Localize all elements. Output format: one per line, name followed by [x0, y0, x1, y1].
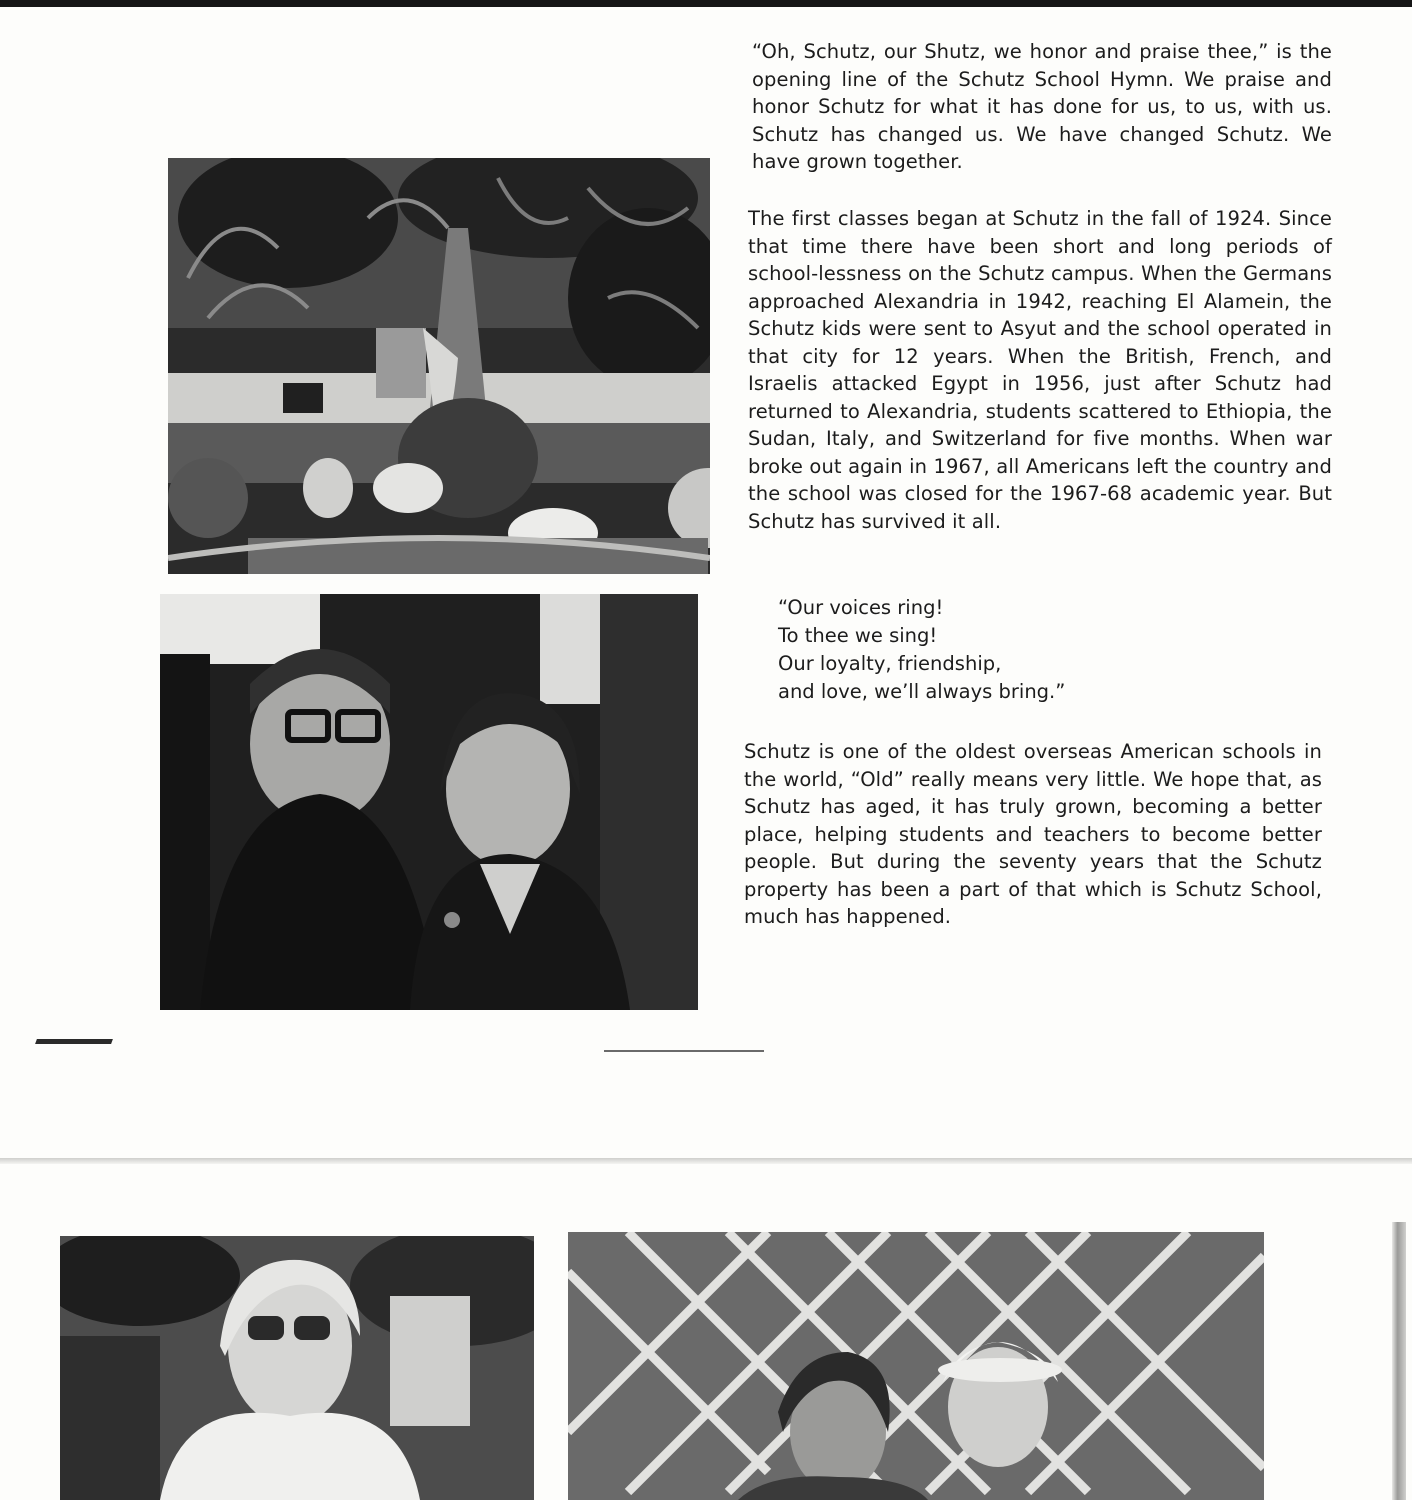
paragraph-school-history: The first classes began at Schutz in the fall of 1924. Since that time there have been short and long periods of school-lessness on the Schutz campus. When the Germans approached Alexandria in 1942, reaching El Alamein, the Schutz kids were sent to Asyut and the school operated in that city for 12 years. When the British, French, and Israelis attacked Egypt in 1956, just after Schutz had returned to Alexandria, students scattered to Ethiopia, the Sudan, Italy, and Switzerland for five months. When war broke out again in 1967, all Americans left the country and the school was closed for the 1967-68 academic year. But Schutz has survived it all.: [748, 207, 1332, 533]
photo-garden-gnome-display: [168, 158, 710, 574]
paragraph-oldest-school: Schutz is one of the oldest overseas American schools in the world, “Old” really means very little. We hope that, as Schutz has aged, it has truly grown, becoming a better place, helping students and teachers to become better people. But during the seventy years that the Schutz property has been a part of that which is Schutz School, much has happened.: [744, 740, 1322, 928]
paragraph-hymn-opening: “Oh, Schutz, our Shutz, we honor and praise thee,” is the opening line of the Schutz School Hymn. We praise and honor Schutz for what it has done for us, to us, with us. Schutz has changed us. We have changed Schutz. We have grown together.: [752, 40, 1332, 173]
page-top-edge: [0, 0, 1412, 7]
verse-line: To thee we sing!: [778, 624, 938, 647]
hymn-verse: [778, 594, 1065, 706]
verse-line: “Our voices ring!: [778, 596, 944, 619]
page-divider: [0, 1158, 1412, 1164]
photo-two-women-portrait: [160, 594, 698, 1010]
scan-mark: [35, 1039, 113, 1044]
photo-two-women-lattice: [568, 1232, 1264, 1500]
verse-line: and love, we’ll always bring.”: [778, 680, 1066, 703]
verse-line: Our loyalty, friendship,: [778, 652, 1002, 675]
photo-woman-with-glasses: [60, 1236, 534, 1500]
scan-line: [604, 1050, 764, 1052]
scan-edge-shadow: [1392, 1222, 1406, 1500]
